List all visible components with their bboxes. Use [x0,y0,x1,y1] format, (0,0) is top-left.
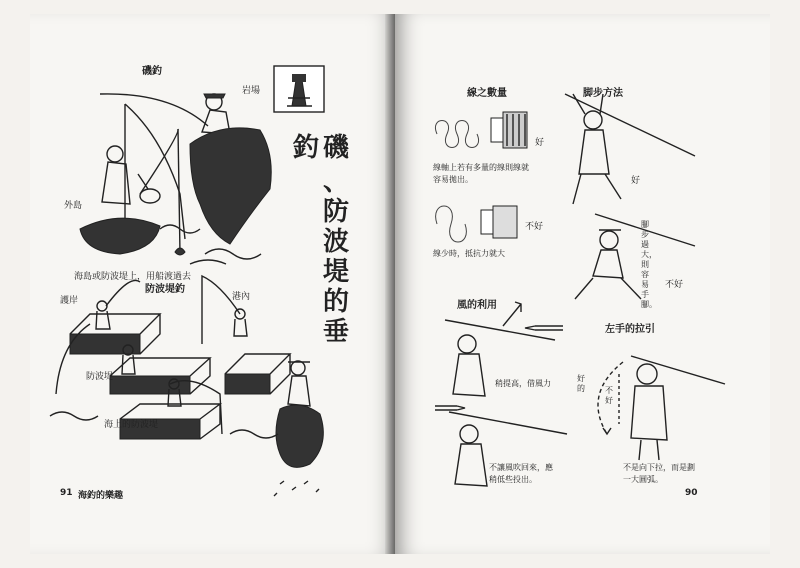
label-rock-shore: 岩場 [242,86,261,96]
title-char: 、 [322,167,349,197]
left-running-title: 海釣的樂趣 [78,491,124,501]
right-page [395,14,770,554]
heading-wind-use: 風的利用 [457,300,497,311]
label-breakwater: 防波堤 [86,372,114,382]
label-sea-breakwater: 海上的防波堤 [104,420,159,430]
text-wind-raise: 稍提高，借風力 [495,379,551,388]
heading-rock-fishing: 磯釣 [142,66,162,77]
heading-line-amount: 線之數量 [467,88,507,99]
text-footwork-note: 腳步過大，則容易手腳。 [641,220,657,309]
label-pull-good: 好的 [577,374,585,393]
right-page-number: 90 [685,488,698,498]
heading-breakwater-fishing: 防波堤釣 [145,284,185,295]
label-outer-island: 外島 [64,201,83,211]
label-footwork-not-good: 不好 [665,280,684,290]
title-char: 堤 [322,257,349,287]
title-char: 磯 [322,133,349,163]
text-many-line: 線軸上若有多量的線則線就容易拋出。 [433,163,529,184]
title-char: 防 [322,197,349,227]
label-shore-guard: 護岸 [60,296,79,306]
title-char: 波 [322,227,349,257]
label-pull-not-good: 不好 [605,386,613,405]
label-footwork-good: 好 [631,176,641,186]
heading-left-hand-pull: 左手的拉引 [605,324,655,335]
label-good-many: 好 [535,138,545,148]
title-char: 釣 [292,133,319,163]
title-char: 垂 [322,317,349,347]
title-char: 的 [322,287,349,317]
label-harbor-inside: 港內 [232,292,251,302]
text-pull-arc: 不是向下拉，而是劃一大圓弧。 [623,463,695,484]
text-few-line: 線少時，抵抗力就大 [433,249,505,258]
caption-rock-fishing: 海島或防波堤上，用船渡過去 [74,272,192,282]
label-not-good-few: 不好 [525,222,544,232]
heading-footwork: 脚步方法 [583,88,623,99]
text-wind-headwind: 不讓風吹回來，應稍低些投出。 [489,463,553,484]
left-page [30,14,395,554]
left-page-number: 91 [60,488,73,498]
